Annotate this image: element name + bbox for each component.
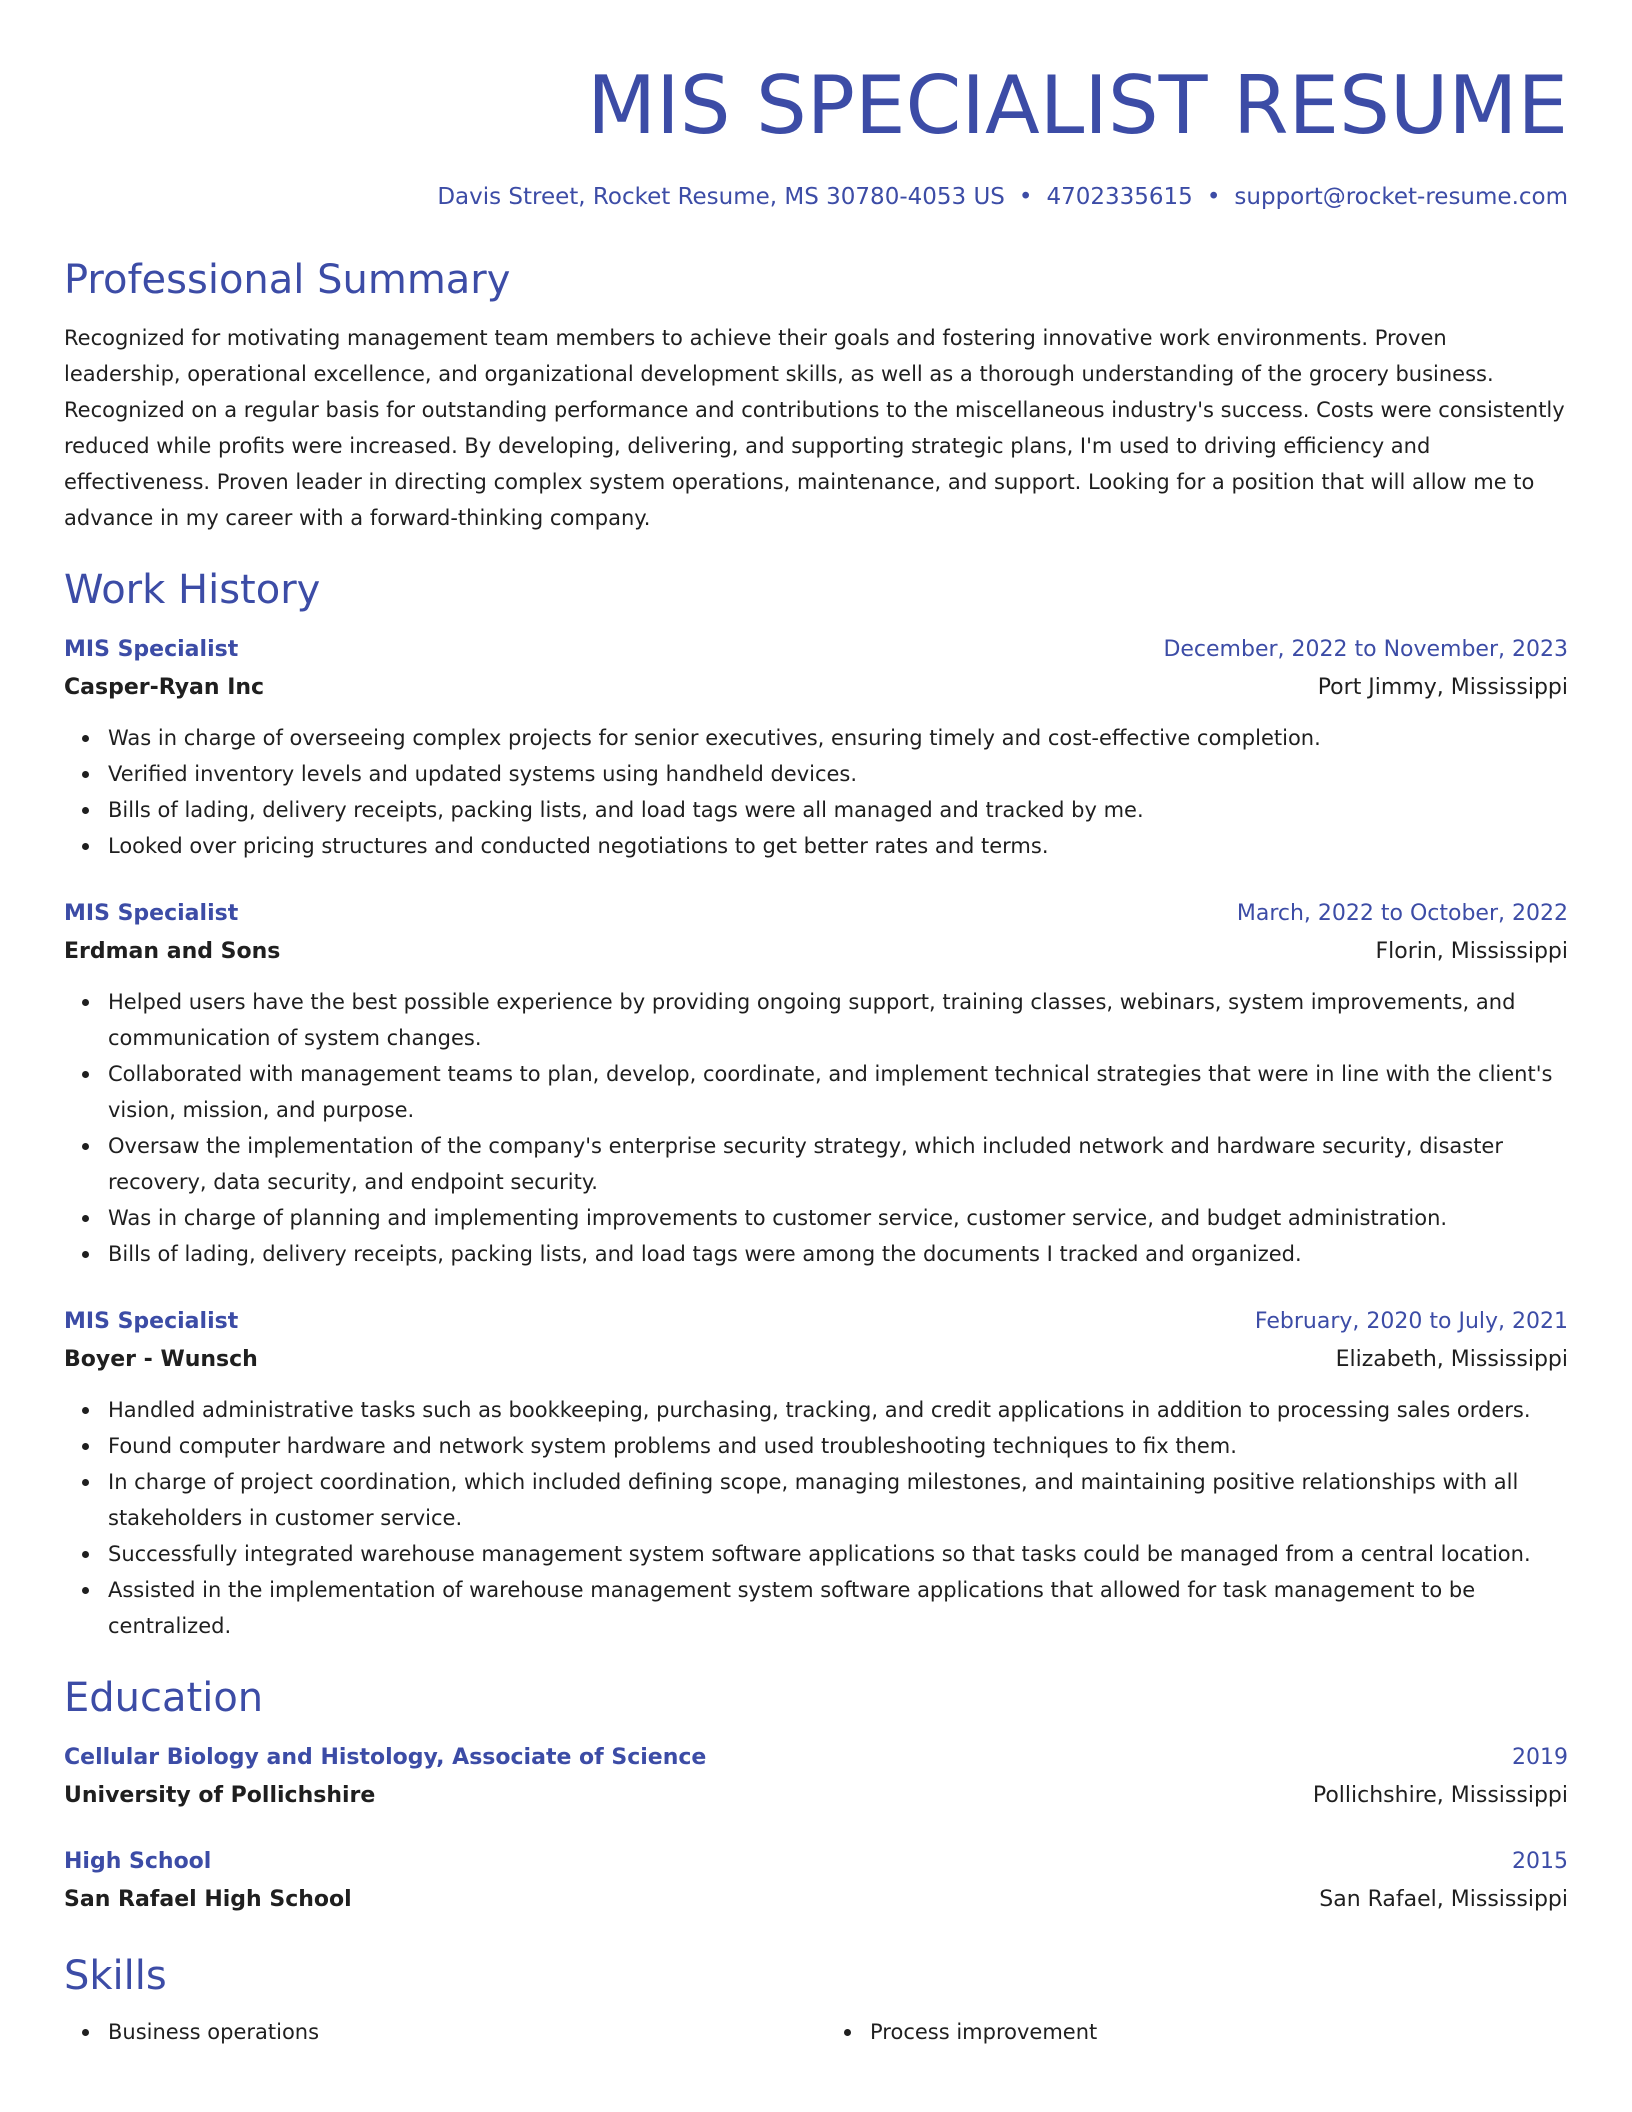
work-history-heading: Work History xyxy=(64,567,321,613)
job-bullet: Verified inventory levels and updated systems using handheld devices. xyxy=(108,756,1568,792)
job-bullet: Bills of lading, delivery receipts, packing lists, and load tags were among the documents I tracked and organized. xyxy=(108,1236,1568,1272)
job-bullet: Found computer hardware and network system problems and used troubleshooting techniques to fix them. xyxy=(108,1428,1568,1464)
skills-column-left xyxy=(64,2014,806,2050)
job-bullet: Assisted in the implementation of warehouse management system software applications that allowed for task management to be centralized. xyxy=(108,1572,1568,1644)
education-location: San Rafael, Mississippi xyxy=(1319,1887,1568,1912)
job-location: Elizabeth, Mississippi xyxy=(1335,1347,1568,1372)
job-entry xyxy=(64,896,1568,1272)
education-heading: Education xyxy=(64,1675,264,1721)
skill-item: Business operations xyxy=(108,2014,806,2050)
job-role: MIS Specialist xyxy=(64,1309,239,1334)
job-entry xyxy=(64,1304,1568,1644)
job-dates: December, 2022 to November, 2023 xyxy=(1163,637,1568,662)
job-bullet: Handled administrative tasks such as bookkeeping, purchasing, tracking, and credit applications in addition to processing sales orders. xyxy=(108,1392,1568,1428)
job-location: Florin, Mississippi xyxy=(1375,939,1568,964)
job-bullet: Oversaw the implementation of the company's enterprise security strategy, which included network and hardware security, disaster recovery, data security, and endpoint security. xyxy=(108,1128,1568,1200)
job-bullets xyxy=(64,1392,1568,1644)
job-bullet: Bills of lading, delivery receipts, packing lists, and load tags were all managed and tracked by me. xyxy=(108,792,1568,828)
resume-title: MIS SPECIALIST RESUME xyxy=(587,59,1568,152)
job-bullet: Helped users have the best possible experience by providing ongoing support, training classes, webinars, system improvements, and communication of system changes. xyxy=(108,984,1568,1056)
skills-heading: Skills xyxy=(64,1953,167,1999)
skills-column-right xyxy=(826,2014,1568,2050)
job-location: Port Jimmy, Mississippi xyxy=(1317,675,1568,700)
summary-heading: Professional Summary xyxy=(64,257,511,303)
job-entry xyxy=(64,632,1568,864)
job-role: MIS Specialist xyxy=(64,637,239,662)
job-dates: March, 2022 to October, 2022 xyxy=(1236,901,1568,926)
job-company: Erdman and Sons xyxy=(64,939,281,964)
job-bullet: Collaborated with management teams to plan, develop, coordinate, and implement technical strategies that were in line with the client's vision, mission, and purpose. xyxy=(108,1056,1568,1128)
contact-separator: • xyxy=(1206,184,1221,210)
contact-address: Davis Street, Rocket Resume, MS 30780-4053 US xyxy=(437,184,1005,210)
education-year: 2019 xyxy=(1512,1745,1568,1770)
job-role: MIS Specialist xyxy=(64,901,239,926)
job-bullets xyxy=(64,720,1568,864)
education-year: 2015 xyxy=(1512,1849,1568,1874)
education-location: Pollichshire, Mississippi xyxy=(1312,1783,1568,1808)
job-bullet: Successfully integrated warehouse management system software applications so that tasks could be managed from a central location. xyxy=(108,1536,1568,1572)
job-dates: February, 2020 to July, 2021 xyxy=(1254,1309,1568,1334)
contact-separator: • xyxy=(1018,184,1033,210)
resume-page xyxy=(64,0,1568,2112)
job-company: Boyer - Wunsch xyxy=(64,1347,258,1372)
education-degree: High School xyxy=(64,1849,212,1874)
skills-list xyxy=(64,2014,1568,2050)
job-bullet: Looked over pricing structures and conducted negotiations to get better rates and terms. xyxy=(108,828,1568,864)
job-bullets xyxy=(64,984,1568,1272)
education-school: University of Pollichshire xyxy=(64,1783,376,1808)
contact-line xyxy=(64,182,1568,212)
education-entry xyxy=(64,1844,1568,1920)
education-entry xyxy=(64,1740,1568,1816)
education-school: San Rafael High School xyxy=(64,1887,352,1912)
contact-email: support@rocket-resume.com xyxy=(1234,184,1568,210)
job-bullet: Was in charge of planning and implementing improvements to customer service, customer service, and budget administration. xyxy=(108,1200,1568,1236)
education-degree: Cellular Biology and Histology, Associate of Science xyxy=(64,1745,707,1770)
job-bullet: In charge of project coordination, which included defining scope, managing milestones, and maintaining positive relationships with all stakeholders in customer service. xyxy=(108,1464,1568,1536)
job-bullet: Was in charge of overseeing complex projects for senior executives, ensuring timely and cost-effective completion. xyxy=(108,720,1568,756)
summary-text: Recognized for motivating management team members to achieve their goals and fostering innovative work environments. Proven leadership, operational excellence, and organizational development skills, as well as a thorough understanding of the grocery business. Recognized on a regular basis for outstanding performance and contributions to the miscellaneous industry's success. Costs were consistently reduced while profits were increased. By developing, delivering, and supporting strategic plans, I'm used to driving efficiency and effectiveness. Proven leader in directing complex system operations, maintenance, and support. Looking for a position that will allow me to advance in my career with a forward-thinking company. xyxy=(64,326,1565,530)
job-company: Casper-Ryan Inc xyxy=(64,675,265,700)
skill-item: Process improvement xyxy=(870,2014,1568,2050)
contact-phone: 4702335615 xyxy=(1046,184,1193,210)
